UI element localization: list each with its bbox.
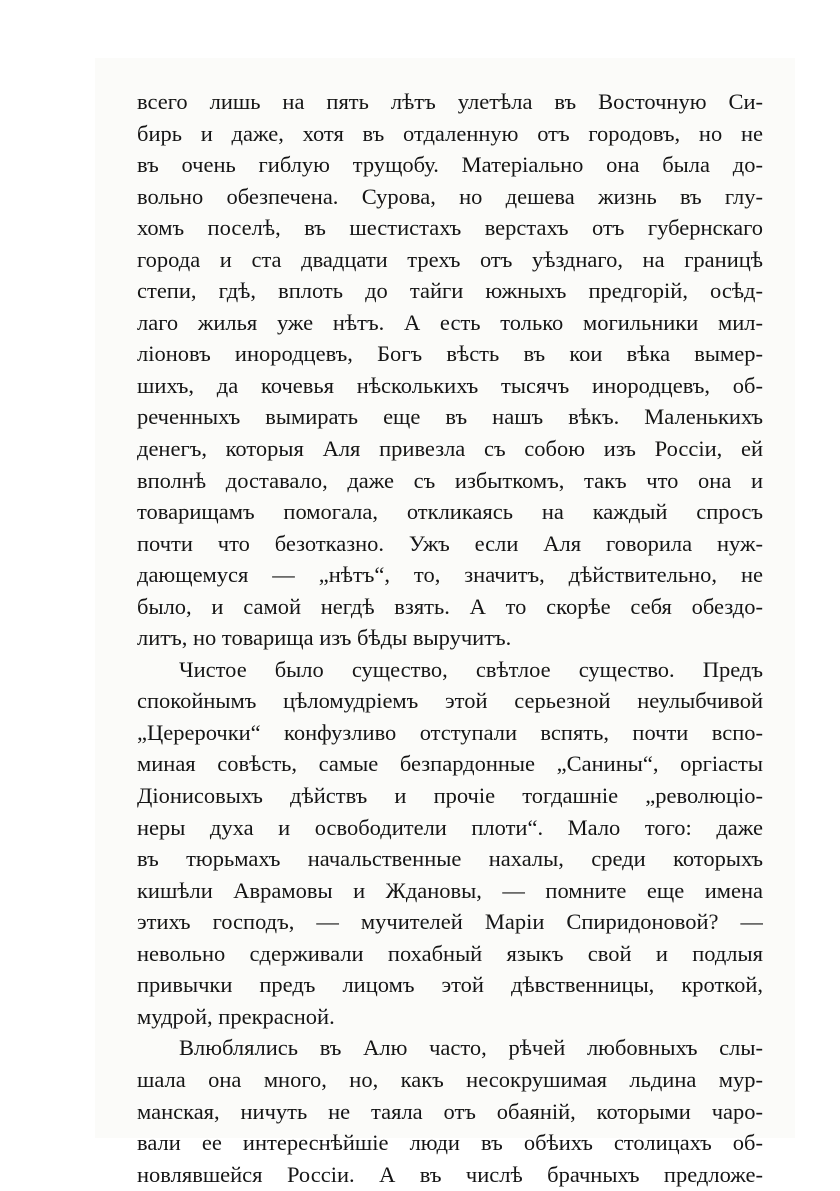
text-line: неры духа и освободители плоти“. Мало того: даже [137,814,763,840]
text-line: города и ста двадцати трехъ отъ уѣзднаго, на границѣ [137,246,763,272]
text-line: кишѣли Аврамовы и Ждановы, — помните еще имена [137,877,763,903]
text-line: новлявшейся Россіи. А въ числѣ брачныхъ предложе- [137,1161,763,1187]
text-line: лаго жилья уже нѣтъ. А есть только могильники мил- [137,309,763,335]
text-line: было, и самой негдѣ взять. А то скорѣе себя обездо- [137,593,763,619]
text-line: этихъ господъ, — мучителей Маріи Спиридоновой? — [137,909,763,935]
text-line: привычки предъ лицомъ этой дѣвственницы, кроткой, [137,972,763,998]
text-line: степи, гдѣ, вплоть до тайги южныхъ предгорій, осѣд- [137,278,763,304]
text-line: въ очень гиблую трущобу. Матеріально она была до- [137,152,763,178]
text-line: спокойнымъ цѣломудріемъ этой серьезной неулыбчивой [137,688,763,714]
text-line: реченныхъ вымирать еще въ нашъ вѣкъ. Маленькихъ [137,404,763,430]
text-line: шала она много, но, какъ несокрушимая льдина мур- [137,1066,763,1092]
text-line: шихъ, да кочевья нѣсколькихъ тысячъ инородцевъ, об- [137,372,763,398]
text-line: почти что безотказно. Ужъ если Аля говорила нуж- [137,530,763,556]
text-line: Влюблялись въ Алю часто, рѣчей любовныхъ слы- [179,1035,763,1061]
text-line: вольно обезпечена. Сурова, но дешева жизнь въ глу- [137,183,763,209]
text-line: Діонисовыхъ дѣйствъ и прочіе тогдашніе „революціо- [137,783,763,809]
text-line: миная совѣсть, самые безпардонные „Санины“, оргіасты [137,751,763,777]
text-line: бирь и даже, хотя въ отдаленную отъ городовъ, но не [137,120,763,146]
text-line: ліоновъ инородцевъ, Богъ вѣсть въ кои вѣка вымер- [137,341,763,367]
paragraph-1 [137,86,763,654]
text-line: хомъ поселѣ, въ шестистахъ верстахъ отъ губернскаго [137,215,763,241]
text-line: товарищамъ помогала, откликаясь на каждый спросъ [137,499,763,525]
text-line: манская, ничуть не таяла отъ обаяній, которыми чаро- [137,1098,763,1124]
text-line: дающемуся — „нѣтъ“, то, значитъ, дѣйствительно, не [137,562,763,588]
paragraph-2 [137,654,763,1033]
text-line: вполнѣ доставало, даже съ избыткомъ, такъ что она и [137,467,763,493]
text-line: мудрой, прекрасной. [137,1003,335,1029]
text-line: вали ее интереснѣйшіе люди въ обѣихъ столицахъ об- [137,1130,763,1156]
text-line: всего лишь на пять лѣтъ улетѣла въ Восточную Си- [137,89,763,114]
text-line: въ тюрьмахъ начальственные нахалы, среди которыхъ [137,846,763,872]
text-line: Чистое было существо, свѣтлое существо. Предъ [179,656,763,682]
text-line: денегъ, которыя Аля привезла съ собою изъ Россіи, ей [137,436,763,462]
text-line: литъ, но товарища изъ бѣды выручитъ. [137,625,512,651]
body-text [137,86,763,1190]
text-line: невольно сдерживали похабный языкъ свой и подлыя [137,940,763,966]
text-line: „Церерочки“ конфузливо отступали вспять, почти вспо- [137,719,763,745]
paragraph-3 [137,1032,763,1190]
